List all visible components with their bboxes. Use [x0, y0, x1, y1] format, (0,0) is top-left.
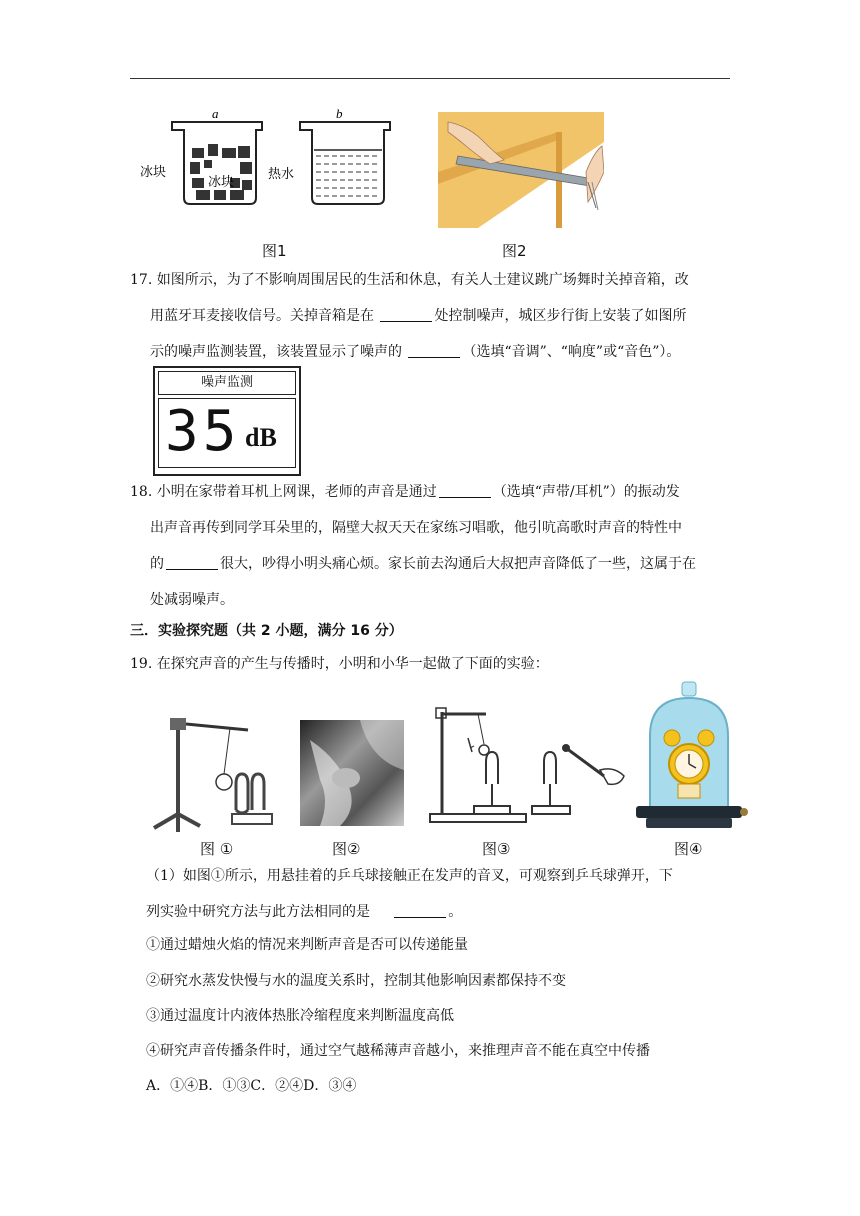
- q19-number: 19.: [130, 656, 153, 672]
- q18-line3a: 的: [150, 556, 164, 572]
- q17-blank-2[interactable]: [408, 343, 460, 358]
- question-19-intro: [130, 646, 730, 682]
- ice-cubes: [190, 144, 252, 200]
- q17-line3b: （选填“音调”、“响度”或“音色”）。: [462, 344, 681, 360]
- q17-number: 17.: [130, 272, 153, 288]
- q19-option-2: ②研究水蒸发快慢与水的温度关系时，控制其他影响因素都保持不变: [146, 973, 566, 989]
- q17-line3a: 示的噪声监测装置，该装置显示了噪声的: [150, 344, 402, 360]
- section-3-heading: 三．实验探究题（共 2 小题，满分 16 分）: [130, 623, 403, 639]
- figure-1-beakers: [140, 100, 400, 230]
- caption-figure-19-1: 图 ①: [200, 840, 234, 858]
- figure-2-ruler-on-table: [438, 112, 604, 228]
- q19-sub1-line2b: 。: [448, 904, 463, 920]
- q17-line2a: 用蓝牙耳麦接收信号。关掉音箱是在: [150, 308, 374, 324]
- q18-line2: 出声音再传到同学耳朵里的，隔壁大叔天天在家练习唱歌，他引吭高歌时声音的特性中: [150, 520, 682, 536]
- q19-intro-text: 在探究声音的产生与传播时，小明和小华一起做了下面的实验：: [156, 656, 549, 672]
- caption-figure-19-4: 图④: [674, 840, 703, 858]
- q18-line1a: 小明在家带着耳机上网课，老师的声音是通过: [156, 484, 437, 500]
- figure-19-3-two-tuning-forks: [428, 704, 628, 828]
- q19-sub1-blank[interactable]: [394, 903, 446, 918]
- q19-sub1-line1: （1）如图①所示，用悬挂着的乒乓球接触正在发声的音叉，可观察到乒乓球弹开，下: [146, 868, 673, 884]
- beaker-a-label: a: [212, 106, 219, 121]
- question-19-sub1: [130, 858, 730, 930]
- figure-19-2-photo: [300, 720, 404, 826]
- figure-19-4-bell-jar-clock: [630, 680, 752, 834]
- q18-number: 18.: [130, 484, 153, 500]
- q17-line2b: 处控制噪声，城区步行街上安装了如图所: [434, 308, 687, 324]
- caption-figure-19-2: 图②: [332, 840, 361, 858]
- q19-option-3: ③通过温度计内液体热胀冷缩程度来判断温度高低: [146, 1008, 454, 1024]
- q18-line4: 处减弱噪声。: [150, 592, 234, 608]
- noise-monitor-value: 35: [165, 399, 241, 464]
- q18-line1b: （选填“声带/耳机”）的振动发: [492, 484, 680, 500]
- ice-inner-label: 冰块: [208, 175, 235, 190]
- q18-blank-2[interactable]: [166, 555, 218, 570]
- q18-line3b: 很大，吵得小明头痛心烦。家长前去沟通后大叔把声音降低了一些，这属于在: [220, 556, 696, 572]
- noise-monitor-display: [153, 366, 301, 476]
- caption-figure-2: 图2: [502, 242, 527, 260]
- caption-figure-1: 图1: [262, 242, 287, 260]
- q19-answer-choices[interactable]: A．①④B．①③C．②④D．③④: [146, 1078, 357, 1094]
- q18-blank-1[interactable]: [439, 483, 491, 498]
- header-rule: [130, 78, 730, 79]
- q19-option-4: ④研究声音传播条件时，通过空气越稀薄声音越小，来推理声音不能在真空中传播: [146, 1043, 650, 1059]
- q17-blank-1[interactable]: [380, 307, 432, 322]
- hot-water-label: 热水: [268, 167, 295, 182]
- noise-monitor-unit: dB: [245, 423, 277, 452]
- q19-option-1: ①通过蜡烛火焰的情况来判断声音是否可以传递能量: [146, 937, 468, 953]
- figure-19-1-tuning-fork-ball: [148, 710, 280, 836]
- q17-line1: 如图所示，为了不影响周围居民的生活和休息，有关人士建议跳广场舞时关掉音箱，改: [156, 272, 689, 288]
- noise-monitor-title: 噪声监测: [158, 371, 296, 395]
- beaker-b-label: b: [336, 106, 343, 121]
- noise-monitor-screen: [158, 398, 296, 468]
- caption-figure-19-3: 图③: [482, 840, 511, 858]
- question-17: [130, 262, 730, 370]
- question-18: [130, 474, 730, 618]
- ice-label: 冰块: [140, 165, 167, 180]
- q19-sub1-line2a: 列实验中研究方法与此方法相同的是: [146, 904, 370, 920]
